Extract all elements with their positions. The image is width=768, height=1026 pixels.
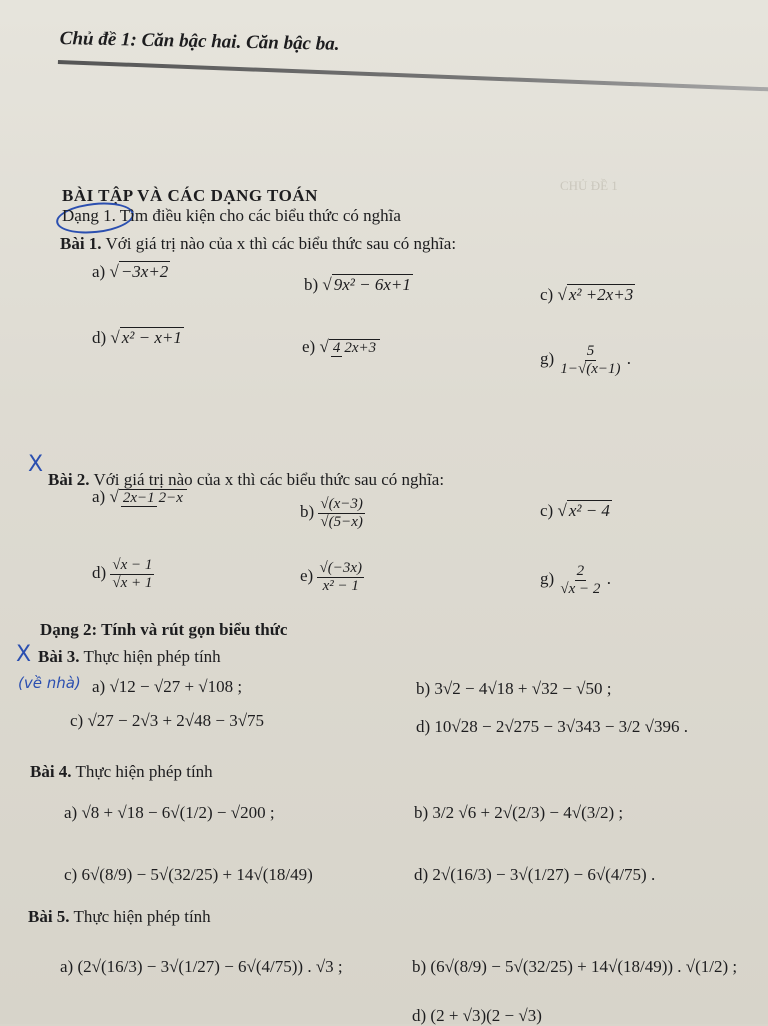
bai3-item-c: c) √27 − 2√3 + 2√48 − 3√75 <box>70 711 265 730</box>
bai3-item-d: d) 10√28 − 2√275 − 3√343 − 3/2 √396 . <box>416 717 688 736</box>
section-title: BÀI TẬP VÀ CÁC DẠNG TOÁN <box>62 186 318 205</box>
bai2-text: Với giá trị nào của x thì các biểu thức sau có nghĩa: <box>93 470 445 489</box>
bai1-item-d: d) √ x² − x+1 <box>92 327 184 348</box>
bai2-item-e: e) $\frac{√(-3x)}{\text{x² − 1}}$ <box>300 560 362 594</box>
bai4-heading: Bài 4. Thực hiện phép tính <box>30 762 213 781</box>
bai1-item-e: e) √ 4 2x+3 <box>302 337 380 357</box>
chapter-title: Chủ đề 1: Căn bậc hai. Căn bậc ba. <box>59 28 340 55</box>
dang1-label: Dạng 1. <box>62 206 116 225</box>
bai2-item-a: a) √ 2x−1 2−x <box>92 487 187 507</box>
bai5-item-b: b) (6√(8/9) − 5√(32/25) + 14√(18/49)) . √(1/2) ; <box>412 957 738 976</box>
bai1-heading <box>60 234 456 254</box>
dang2-heading: Dạng 2: Tính và rút gọn biểu thức <box>40 620 288 639</box>
bai3-item-a: a) √12 − √27 + √108 ; <box>92 677 243 696</box>
bai5-item-a: a) (2√(16/3) − 3√(1/27) − 6√(4/75)) . √3 ; <box>60 957 343 976</box>
bai1-item-c: c) √ x² +2x+3 <box>540 284 635 305</box>
bai4-item-d: d) 2√(16/3) − 3√(1/27) − 6√(4/75) . <box>414 865 656 884</box>
bai3-heading: Bài 3. Thực hiện phép tính <box>38 647 221 666</box>
bai1-item-g: g) $\frac{5}{1-√(x-1)}$ . <box>540 343 632 377</box>
pen-x-mark-2: X <box>16 642 32 667</box>
header-divider <box>58 60 768 92</box>
bai5-heading: Bài 5. Thực hiện phép tính <box>28 907 211 926</box>
bai1-label: Bài 1. <box>60 234 102 253</box>
bai1-item-b: b) √ 9x² − 6x+1 <box>304 274 413 295</box>
bai2-item-g: g) $\frac{2}{√x - 2}$ . <box>540 563 611 597</box>
bai2-item-d: d) $\frac{√x - 1}{√x + 1}$ <box>92 557 153 591</box>
bai2-item-c: c) √ x² − 4 <box>540 500 612 521</box>
bai1-text: Với giá trị nào của x thì các biểu thức sau có nghĩa: <box>105 234 457 253</box>
bai4-item-c: c) 6√(8/9) − 5√(32/25) + 14√(18/49) <box>64 865 313 884</box>
bleed-through-text: CHỦ ĐỀ 1 <box>560 178 618 193</box>
bai1-item-a: a) √ −3x+2 <box>92 261 170 282</box>
pen-x-mark: X <box>28 452 44 477</box>
dang1-text: Tìm điều kiện cho các biểu thức có nghĩa <box>119 206 401 225</box>
bai4-item-a: a) √8 + √18 − 6√(1/2) − √200 ; <box>64 803 275 822</box>
bai2-item-b: b) $\frac{√(x-3)}{√(5-x)}$ <box>300 496 363 530</box>
bai3-item-b: b) 3√2 − 4√18 + √32 − √50 ; <box>416 679 612 698</box>
bai2-label: Bài 2. <box>48 470 90 489</box>
pen-note-homework: (về nhà) <box>18 674 81 692</box>
dang1-heading <box>62 206 401 226</box>
bai4-item-b: b) 3/2 √6 + 2√(2/3) − 4√(3/2) ; <box>414 803 624 822</box>
bai5-item-d-partial: d) (2 + √3)(2 − √3) <box>412 1006 542 1025</box>
